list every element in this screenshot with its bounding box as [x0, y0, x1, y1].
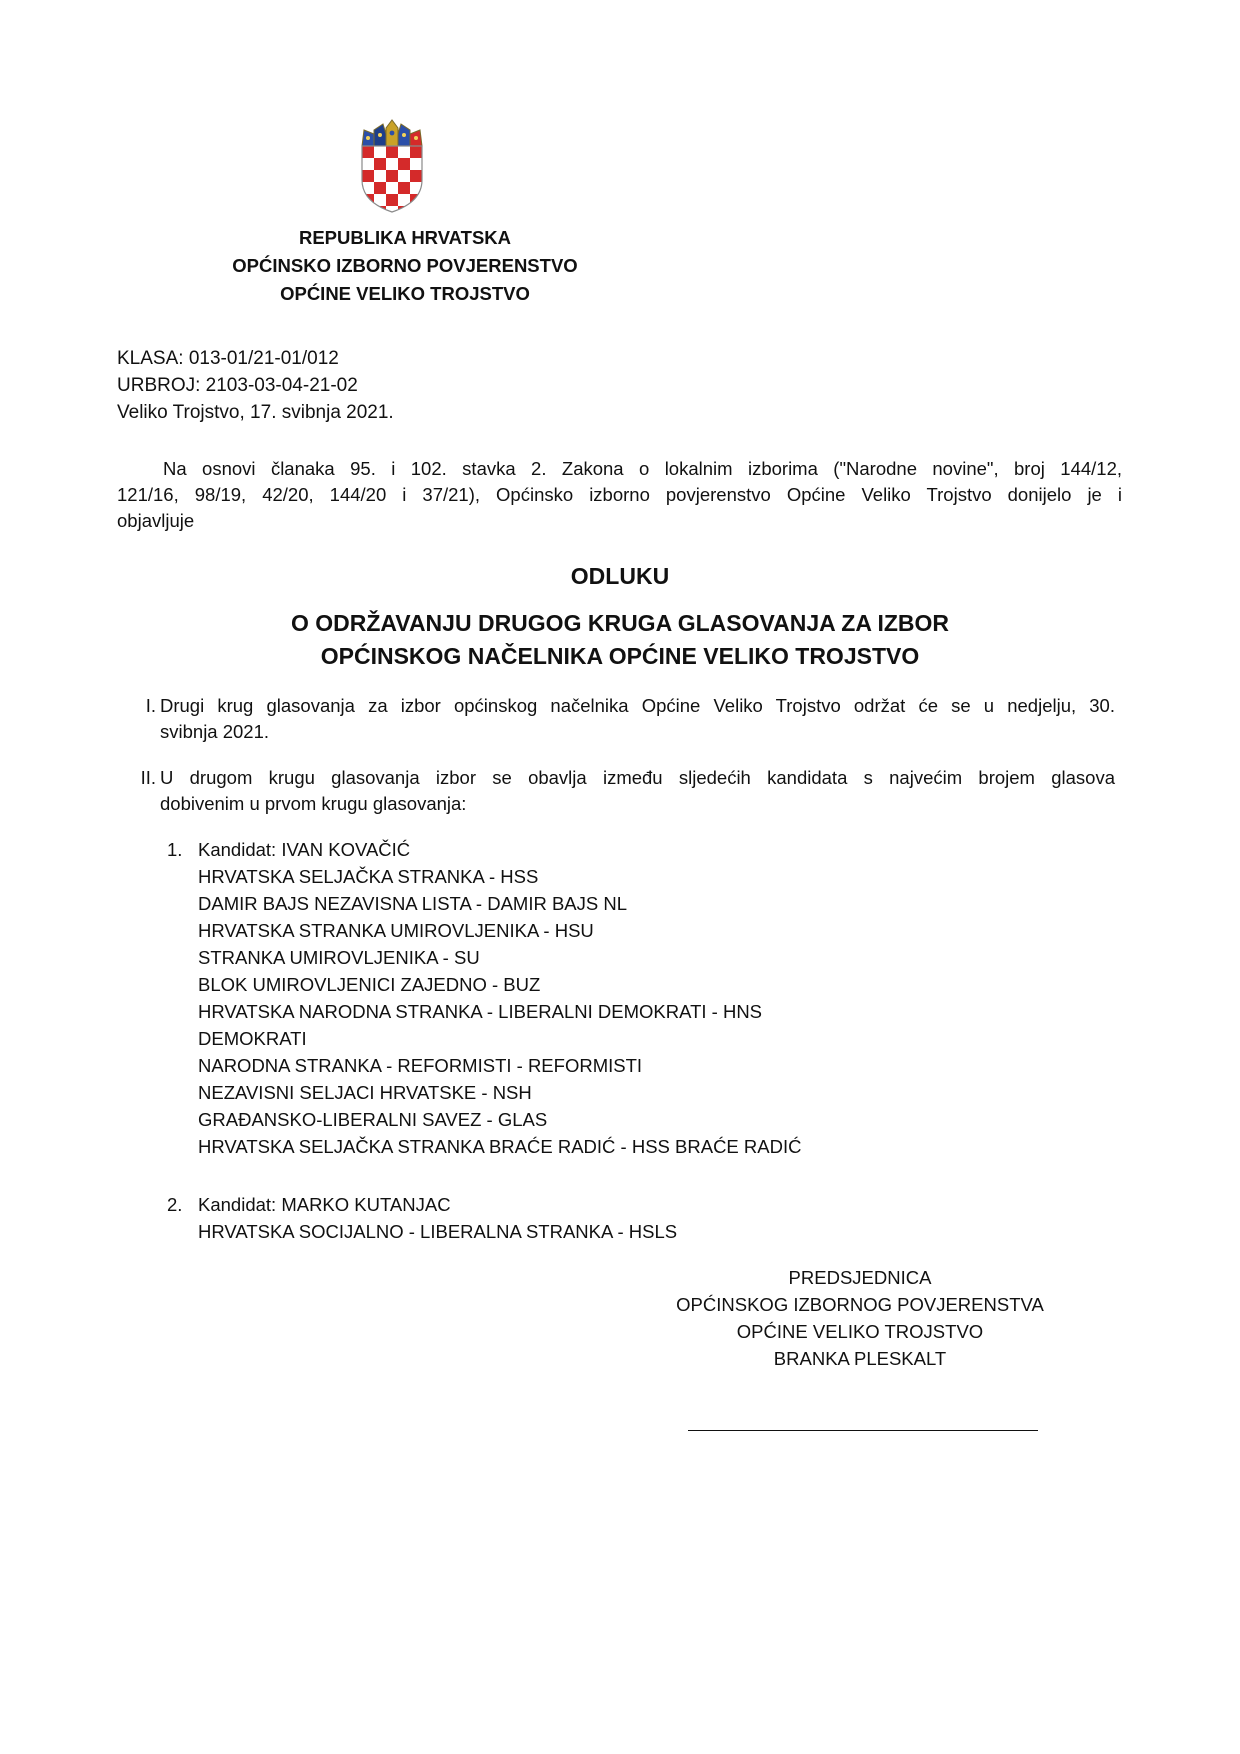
- place-and-date: Veliko Trojstvo, 17. svibnja 2021.: [117, 402, 394, 423]
- checkerboard-shield: [362, 146, 422, 214]
- party-line: HRVATSKA SELJAČKA STRANKA BRAĆE RADIĆ - HSS BRAĆE RADIĆ: [198, 1136, 802, 1157]
- checker-square: [386, 146, 398, 158]
- party-line: HRVATSKA SOCIJALNO - LIBERALNA STRANKA - HSLS: [198, 1221, 678, 1242]
- checker-square: [362, 158, 374, 170]
- checker-square: [374, 158, 386, 170]
- issuer-header: [180, 224, 630, 308]
- candidate-number: 2.: [167, 1194, 183, 1215]
- urbroj-number: URBROJ: 2103-03-04-21-02: [117, 375, 358, 396]
- party-line: BLOK UMIROVLJENICI ZAJEDNO - BUZ: [198, 974, 541, 995]
- crown-icon: [362, 120, 422, 146]
- decision-item-1: [145, 693, 1115, 745]
- item-line: U drugom krugu glasovanja izbor se obavlja između sljedećih kandidata s najvećim brojem glasova: [160, 767, 1115, 788]
- checker-square: [398, 182, 410, 194]
- checker-square: [362, 194, 374, 206]
- checker-square: [386, 182, 398, 194]
- signer-name: BRANKA PLESKALT: [773, 1348, 947, 1369]
- checker-square: [410, 182, 422, 194]
- checker-square: [362, 206, 374, 214]
- checker-square: [362, 170, 374, 182]
- party-line: HRVATSKA SELJAČKA STRANKA - HSS: [198, 866, 539, 887]
- signer-municipality: OPĆINE VELIKO TROJSTVO: [736, 1321, 984, 1342]
- checker-square: [398, 146, 410, 158]
- party-line: DAMIR BAJS NEZAVISNA LISTA - DAMIR BAJS NL: [198, 893, 628, 914]
- signature-line: [688, 1430, 1038, 1431]
- party-line: STRANKA UMIROVLJENIKA - SU: [198, 947, 480, 968]
- signer-body: OPĆINSKOG IZBORNOG POVJERENSTVA: [676, 1294, 1044, 1315]
- party-line: HRVATSKA STRANKA UMIROVLJENIKA - HSU: [198, 920, 594, 941]
- checker-square: [386, 158, 398, 170]
- checker-square: [410, 146, 422, 158]
- candidate-block-1: [167, 836, 802, 1160]
- checker-square: [410, 158, 422, 170]
- checker-square: [374, 146, 386, 158]
- decision-subtitle: [150, 607, 1090, 673]
- checker-square: [362, 182, 374, 194]
- decision-title: ODLUKU: [570, 563, 670, 589]
- item-line: svibnja 2021.: [160, 721, 270, 742]
- candidate-name: Kandidat: IVAN KOVAČIĆ: [198, 839, 411, 860]
- party-line: GRAĐANSKO-LIBERALNI SAVEZ - GLAS: [198, 1109, 548, 1130]
- decision-subtitle-line: OPĆINSKOG NAČELNIKA OPĆINE VELIKO TROJSTVO: [320, 643, 920, 669]
- candidate-block-2: [167, 1191, 678, 1245]
- checker-square: [386, 194, 398, 206]
- item-line: Drugi krug glasovanja za izbor općinskog načelnika Općine Veliko Trojstvo održat će se u nedjelju, 30.: [160, 695, 1115, 716]
- checker-square: [362, 146, 374, 158]
- document-references: [117, 345, 394, 426]
- intro-line: objavljuje: [117, 510, 195, 531]
- municipality-name: OPĆINE VELIKO TROJSTVO: [280, 283, 530, 304]
- checker-square: [398, 170, 410, 182]
- klasa-number: KLASA: 013-01/21-01/012: [117, 348, 339, 369]
- decision-item-2: [140, 765, 1115, 817]
- party-line: NEZAVISNI SELJACI HRVATSKE - NSH: [198, 1082, 532, 1103]
- checker-square: [374, 170, 386, 182]
- checker-square: [386, 170, 398, 182]
- signature-block: [630, 1264, 1090, 1372]
- candidate-name: Kandidat: MARKO KUTANJAC: [198, 1194, 451, 1215]
- checker-square: [374, 182, 386, 194]
- party-line: HRVATSKA NARODNA STRANKA - LIBERALNI DEMOKRATI - HNS: [198, 1001, 763, 1022]
- coat-of-arms-emblem: [352, 118, 432, 214]
- decision-subtitle-line: O ODRŽAVANJU DRUGOG KRUGA GLASOVANJA ZA IZBOR: [290, 610, 950, 636]
- party-line: DEMOKRATI: [198, 1028, 307, 1049]
- checker-square: [398, 158, 410, 170]
- intro-paragraph: [117, 456, 1122, 534]
- signer-title: PREDSJEDNICA: [788, 1267, 932, 1288]
- item-number: I.: [145, 695, 156, 716]
- country-name: REPUBLIKA HRVATSKA: [298, 227, 512, 248]
- item-line: dobivenim u prvom krugu glasovanja:: [160, 793, 467, 814]
- checker-square: [410, 194, 422, 206]
- candidate-number: 1.: [167, 839, 183, 860]
- checker-square: [410, 170, 422, 182]
- party-line: NARODNA STRANKA - REFORMISTI - REFORMISTI: [198, 1055, 643, 1076]
- intro-line: Na osnovi članaka 95. i 102. stavka 2. Zakona o lokalnim izborima ("Narodne novine", broj 144/12,: [163, 458, 1122, 479]
- item-number: II.: [140, 767, 156, 788]
- intro-line: 121/16, 98/19, 42/20, 144/20 i 37/21), Općinsko izborno povjerenstvo Općine Veliko Trojstvo donijelo je i: [117, 484, 1122, 505]
- commission-name: OPĆINSKO IZBORNO POVJERENSTVO: [232, 255, 578, 276]
- checker-square: [410, 206, 422, 214]
